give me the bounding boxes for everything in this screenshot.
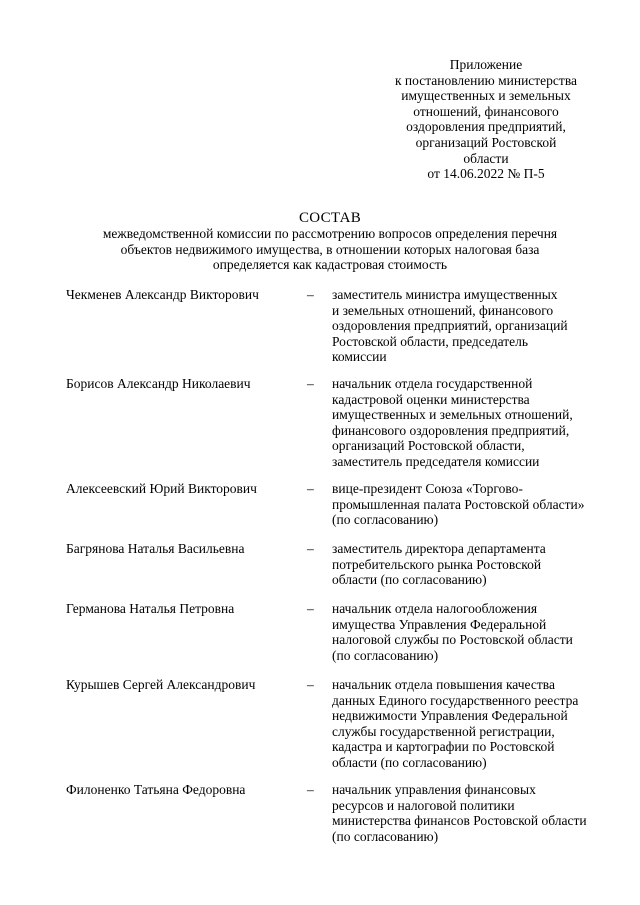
appendix-line: оздоровления предприятий, xyxy=(406,119,566,135)
role-line: комиссии xyxy=(332,349,387,365)
separator-dash: – xyxy=(307,782,314,797)
member-role xyxy=(332,481,632,528)
member-name: Борисов Александр Николаевич xyxy=(66,376,251,391)
role-line: финансового оздоровления предприятий, xyxy=(332,422,570,438)
role-line: начальник отдела государственной xyxy=(332,376,533,391)
member-name: Алексеевский Юрий Викторович xyxy=(66,481,257,496)
document-subtitle xyxy=(40,226,620,273)
member-name: Германова Наталья Петровна xyxy=(66,601,235,616)
role-line: имущественных и земельных отношений, xyxy=(332,407,573,423)
member-role xyxy=(332,541,632,588)
role-line: области (по согласованию) xyxy=(332,572,487,588)
role-line: оздоровления предприятий, организаций xyxy=(332,318,568,334)
role-line: вице-президент Союза «Торгово- xyxy=(332,481,523,496)
separator-dash: – xyxy=(307,481,314,496)
appendix-line: организаций Ростовской xyxy=(415,134,557,150)
appendix-block xyxy=(368,57,604,182)
member-role xyxy=(332,677,632,771)
role-line: министерства финансов Ростовской области xyxy=(332,813,587,829)
separator-dash: – xyxy=(307,376,314,391)
role-line: Ростовской области, председатель xyxy=(332,333,529,349)
role-line: ресурсов и налоговой политики xyxy=(332,797,515,813)
appendix-line: к постановлению министерства xyxy=(394,72,578,88)
subtitle-line: межведомственной комиссии по рассмотрению вопросов определения перечня xyxy=(102,226,558,241)
role-line: промышленная палата Ростовской области» xyxy=(332,496,585,512)
separator-dash: – xyxy=(307,601,314,616)
member-name: Чекменев Александр Викторович xyxy=(66,287,259,302)
role-line: заместитель председателя комиссии xyxy=(332,453,540,469)
role-line: (по согласованию) xyxy=(332,828,439,844)
document-title: СОСТАВ xyxy=(298,210,362,226)
role-line: начальник отдела налогообложения xyxy=(332,601,538,616)
member-role xyxy=(332,782,632,844)
member-name: Филоненко Татьяна Федоровна xyxy=(66,782,246,797)
role-line: потребительского рынка Ростовской xyxy=(332,556,542,572)
role-line: области (по согласованию) xyxy=(332,754,487,770)
role-line: организаций Ростовской области, xyxy=(332,438,525,454)
appendix-line: от 14.06.2022 № П-5 xyxy=(427,166,545,182)
role-line: (по согласованию) xyxy=(332,512,439,528)
appendix-line: отношений, финансового xyxy=(413,103,559,119)
subtitle-line: определяется как кадастровая стоимость xyxy=(212,257,448,273)
member-name: Багрянова Наталья Васильевна xyxy=(66,541,245,556)
role-line: кадастра и картографии по Ростовской xyxy=(332,739,555,755)
appendix-line: имущественных и земельных xyxy=(401,88,571,104)
role-line: налоговой службы по Ростовской области xyxy=(332,632,573,648)
member-role xyxy=(332,376,632,470)
role-line: (по согласованию) xyxy=(332,647,439,663)
role-line: службы государственной регистрации, xyxy=(332,723,555,739)
role-line: имущества Управления Федеральной xyxy=(332,616,547,632)
appendix-line: области xyxy=(463,150,509,166)
role-line: начальник управления финансовых xyxy=(332,782,536,797)
subtitle-line: объектов недвижимого имущества, в отношении которых налоговая база xyxy=(120,241,540,257)
member-name: Курышев Сергей Александрович xyxy=(66,677,256,692)
separator-dash: – xyxy=(307,677,314,692)
role-line: данных Единого государственного реестра xyxy=(332,692,579,708)
role-line: заместитель министра имущественных xyxy=(332,287,558,302)
member-role xyxy=(332,287,632,365)
member-role xyxy=(332,601,632,663)
separator-dash: – xyxy=(307,541,314,556)
role-line: начальник отдела повышения качества xyxy=(332,677,555,692)
role-line: недвижимости Управления Федеральной xyxy=(332,708,568,724)
role-line: и земельных отношений, финансового xyxy=(332,302,554,318)
role-line: кадастровой оценки министерства xyxy=(332,391,530,407)
role-line: заместитель директора департамента xyxy=(332,541,546,556)
appendix-line: Приложение xyxy=(449,57,523,72)
separator-dash: – xyxy=(307,287,314,302)
document-header xyxy=(40,210,620,273)
